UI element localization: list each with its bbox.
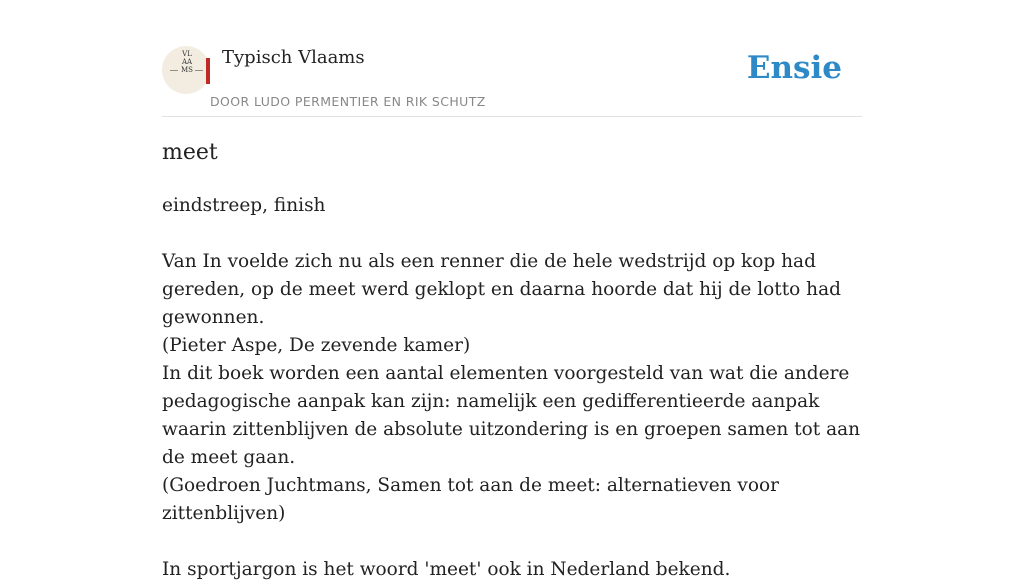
entry-note: In sportjargon is het woord 'meet' ook in Nederland bekend. <box>162 559 731 580</box>
authors-byline: DOOR LUDO PERMENTIER EN RIK SCHUTZ <box>210 94 486 109</box>
logo-rule-left <box>170 70 178 71</box>
ensie-brand-link[interactable]: Ensie <box>746 50 842 86</box>
entry-word: meet <box>162 140 218 165</box>
example-quote-1: Van In voelde zich nu als een renner die de hele wedstrijd op kop had gereden, op de meet werd geklopt en daarna hoorde dat hij de lotto had gewonnen. <box>162 251 841 328</box>
site-header <box>162 44 862 117</box>
spacer <box>162 528 872 556</box>
book-cover-logo[interactable] <box>162 46 210 94</box>
spacer <box>162 220 872 248</box>
logo-letters: VLAAMS <box>181 50 193 74</box>
example-quote-2: In dit boek worden een aantal elementen voorgesteld van wat die andere pedagogische aanpak kan zijn: namelijk een gedifferentieerde aanpak waarin zittenblijven de absolute uitzondering is en groepen samen tot aan de meet gaan. <box>162 363 861 468</box>
entry-content <box>162 192 872 584</box>
example-source-2: (Goedroen Juchtmans, Samen tot aan de meet: alternatieven voor zittenblijven) <box>162 475 780 524</box>
entry-definition: eindstreep, finish <box>162 195 326 216</box>
logo-rule-right <box>195 70 203 71</box>
example-source-1: (Pieter Aspe, De zevende kamer) <box>162 335 471 356</box>
site-title[interactable]: Typisch Vlaams <box>222 47 365 68</box>
logo-red-bar <box>206 58 210 84</box>
